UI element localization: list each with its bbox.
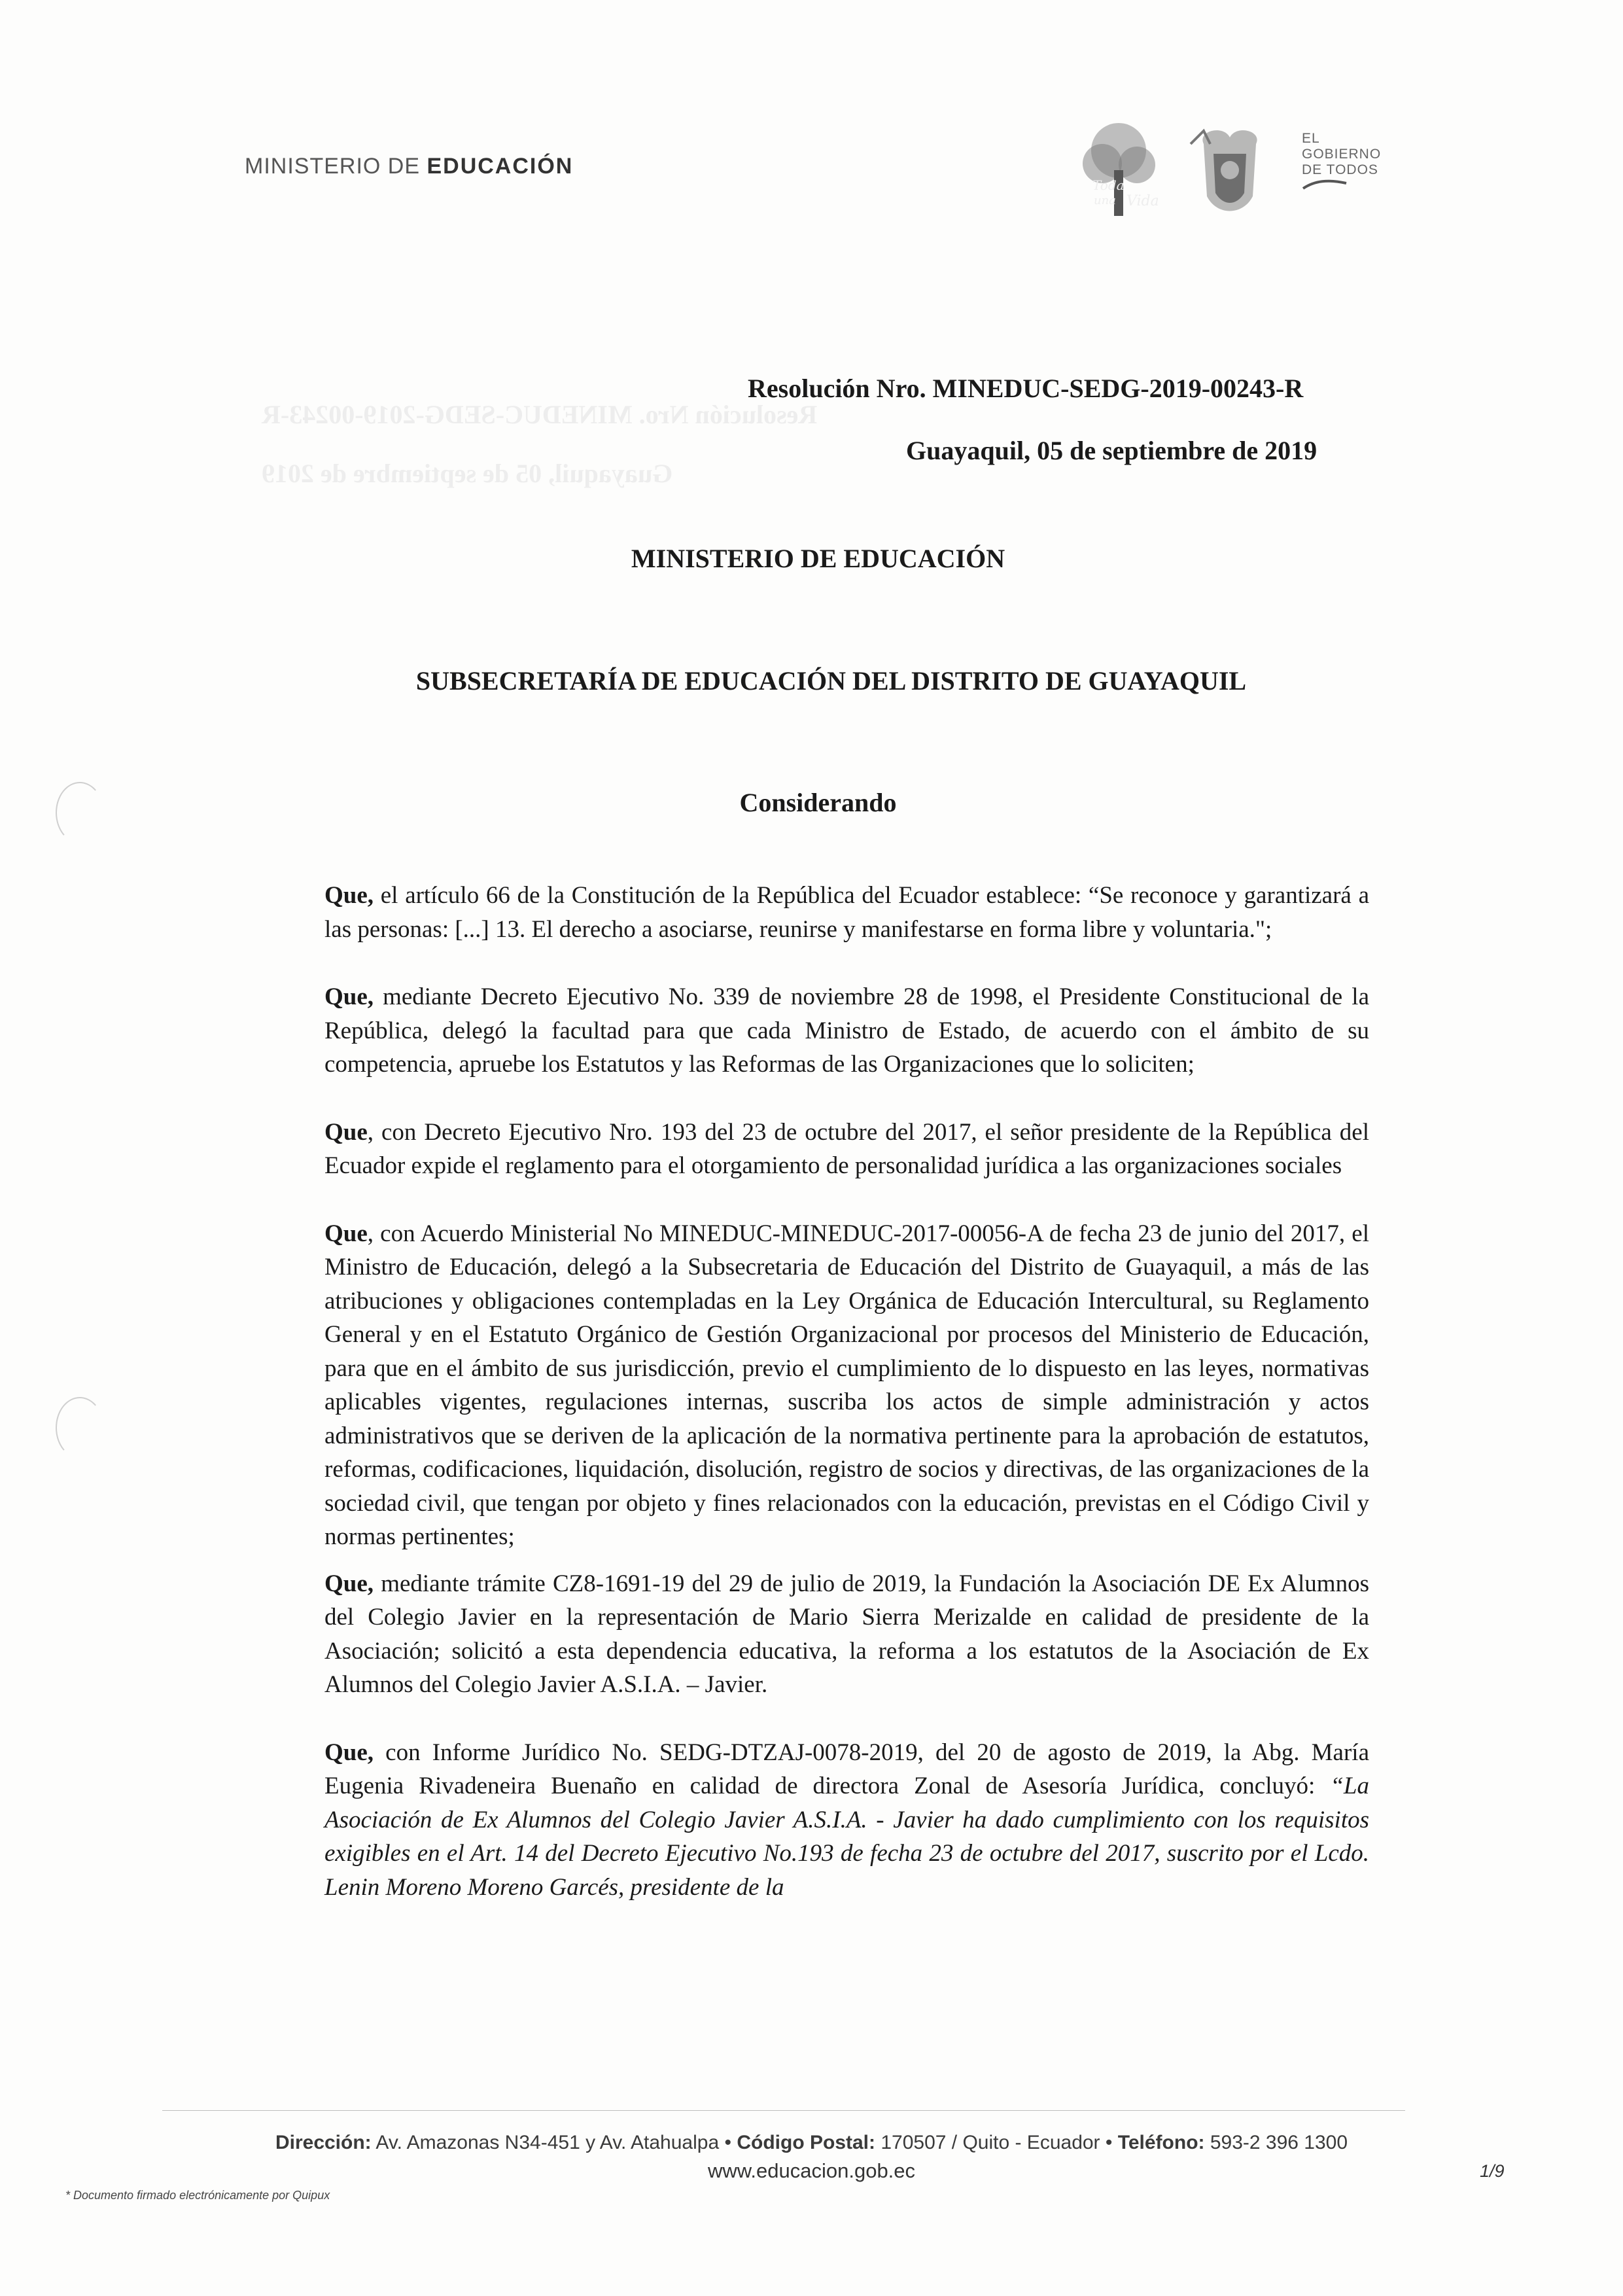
website-link[interactable]: www.educacion.gob.ec bbox=[707, 2159, 916, 2182]
paragraph-lead: Que, bbox=[324, 1570, 374, 1597]
gobierno-line-2: GOBIERNO bbox=[1302, 147, 1382, 162]
phone-label: Teléfono: bbox=[1117, 2132, 1205, 2153]
subsecretaria-heading: SUBSECRETARÍA DE EDUCACIÓN DEL DISTRITO DE GUAYAQUIL bbox=[415, 666, 1247, 696]
gobierno-line-3: DE TODOS bbox=[1302, 162, 1378, 177]
svg-text:una: una bbox=[1094, 194, 1116, 207]
paragraph-text: mediante trámite CZ8-1691-19 del 29 de julio de 2019, la Fundación la Asociación DE Ex Alumnos del Colegio Javier en la representación de Mario Sierra Merizalde en calidad de presidente de la Asociación; solicitó a esta dependencia educativa, la reforma a los estatutos de la Asociación de Ex Alumnos del Colegio Javier A.S.I.A. – Javier. bbox=[324, 1570, 1369, 1698]
footer-address-line bbox=[0, 2132, 1623, 2154]
paragraph-text: el artículo 66 de la Constitución de la República del Ecuador establece: “Se reconoce y garantizará a las personas: [...] 13. El derecho a asociarse, reunirse y manifestarse en forma libre y voluntaria."; bbox=[324, 882, 1369, 943]
swoosh-icon bbox=[1302, 178, 1348, 191]
separator-dot: • bbox=[719, 2132, 737, 2153]
resolution-number: Resolución Nro. MINEDUC-SEDG-2019-00243-R bbox=[748, 374, 1304, 403]
coat-of-arms-icon bbox=[1191, 130, 1257, 211]
ministry-heading: MINISTERIO DE EDUCACIÓN bbox=[631, 544, 1005, 573]
paragraph-lead: Que bbox=[324, 1220, 368, 1247]
postal-code-value: 170507 / Quito - Ecuador bbox=[875, 2132, 1100, 2153]
electronic-signature-note: * Documento firmado electrónicamente por Quipux bbox=[65, 2189, 330, 2202]
ministry-bold: EDUCACIÓN bbox=[427, 154, 574, 179]
address-value: Av. Amazonas N34-451 y Av. Atahualpa bbox=[371, 2132, 720, 2153]
gobierno-line-1: EL bbox=[1302, 131, 1320, 146]
paragraph-lead: Que bbox=[324, 1118, 368, 1146]
punch-hole-mark bbox=[56, 1397, 104, 1458]
gobierno-de-todos-logo bbox=[1302, 131, 1381, 195]
page-number: 1/9 bbox=[1480, 2161, 1505, 2181]
toda-una-vida-tree-logo bbox=[1073, 118, 1289, 229]
footer-divider bbox=[162, 2110, 1405, 2111]
paragraph-4 bbox=[324, 1217, 1369, 1554]
separator-dot: • bbox=[1100, 2132, 1118, 2153]
paragraph-1 bbox=[324, 879, 1369, 946]
paragraph-quote: “La Asociación de Ex Alumnos del Colegio Javier A.S.I.A. - Javier ha dado cumplimiento con los requisitos exigibles en el Art. 14 del Decreto Ejecutivo No.193 de fecha 23 de octubre del 2017, suscrito por el Lcdo. Lenin Moreno Moreno Garcés, presidente de la bbox=[324, 1773, 1369, 1901]
document-body bbox=[324, 879, 1369, 1938]
paragraph-3 bbox=[324, 1116, 1369, 1183]
considerando-heading: Considerando bbox=[739, 788, 897, 817]
ministry-header bbox=[245, 154, 573, 179]
government-logos bbox=[1073, 118, 1400, 229]
ministry-prefix: MINISTERIO DE bbox=[245, 154, 427, 179]
svg-text:Toda: Toda bbox=[1092, 177, 1125, 193]
paragraph-text: , con Decreto Ejecutivo Nro. 193 del 23 de octubre del 2017, el señor presidente de la República del Ecuador expide el reglamento para el otorgamiento de personalidad jurídica a las organizaciones sociales bbox=[324, 1118, 1369, 1179]
paragraph-2 bbox=[324, 980, 1369, 1082]
paragraph-text: con Informe Jurídico No. SEDG-DTZAJ-0078-2019, del 20 de agosto de 2019, la Abg. María Eugenia Rivadeneira Buenaño en calidad de directora Zonal de Asesoría Jurídica, concluyó: bbox=[324, 1739, 1369, 1799]
paragraph-lead: Que, bbox=[324, 983, 374, 1010]
svg-text:Vida: Vida bbox=[1126, 193, 1159, 209]
paragraph-lead: Que, bbox=[324, 882, 374, 909]
address-label: Dirección: bbox=[275, 2132, 372, 2153]
paragraph-lead: Que, bbox=[324, 1739, 374, 1766]
paragraph-5 bbox=[324, 1567, 1369, 1702]
paragraph-text: mediante Decreto Ejecutivo No. 339 de noviembre 28 de 1998, el Presidente Constitucional de la República, delegó la facultad para que cada Ministro de Estado, de acuerdo con el ámbito de su competencia, apruebe los Estatutos y las Reformas de las Organizaciones que lo soliciten; bbox=[324, 983, 1369, 1078]
postal-code-label: Código Postal: bbox=[737, 2132, 875, 2153]
phone-value: 593-2 396 1300 bbox=[1204, 2132, 1348, 2153]
resolution-date: Guayaquil, 05 de septiembre de 2019 bbox=[906, 436, 1318, 465]
paragraph-text: , con Acuerdo Ministerial No MINEDUC-MINEDUC-2017-00056-A de fecha 23 de junio del 2017, el Ministro de Educación, delegó a la Subsecretaria de Educación del Distrito de Guayaquil, a más de las atribuciones y obligaciones contempladas en la Ley Orgánica de Educación Intercultural, su Reglamento General y en el Estatuto Orgánico de Gestión Organizacional por procesos del Ministerio de Educación, para que en el ámbito de sus jurisdicción, previo el cumplimiento de lo dispuesto en las leyes, normativas aplicables vigentes, regulaciones internas, suscriba los actos de simple administración y actos administrativos que se deriven de la aplicación de la normativa pertinente para la aprobación de estatutos, reformas, codificaciones, liquidación, disolución, registro de socios y directivas, de las organizaciones de la sociedad civil, que tengan por objeto y fines relacionados con la educación, previstas en el Código Civil y normas pertinentes; bbox=[324, 1220, 1369, 1550]
paragraph-6 bbox=[324, 1736, 1369, 1905]
